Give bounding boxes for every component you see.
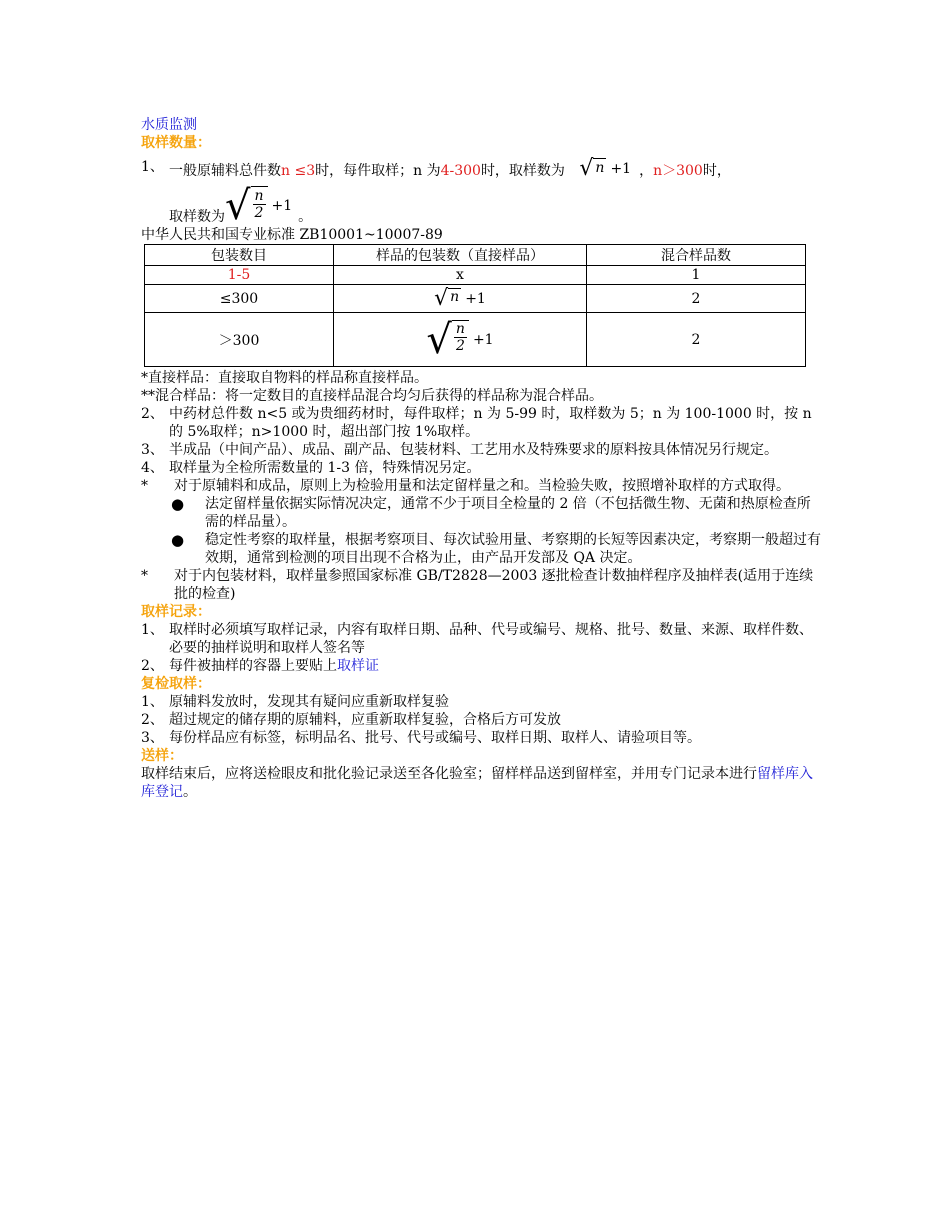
link-sampling-certificate[interactable]: 取样证 <box>337 658 379 674</box>
document-body: 水质监测 取样数量： 1、 一般原辅料总件数n ≤3时，每件取样；n 为4-300时，取样数为 √ n +1 ，n＞300时， 取样数为 √ $\frac{n}{2}$ +1 。 中华人民共和国专业标准 ZB10001~10007-89 包装数目 样品的包装数（直接样品） 混合样品数 1-5 x 1 ≤300 √ n +1 2 ＞300 √ $\frac{n}{2}$ +1 2 *直接样品：直接取自物料的样品称直接样品。 **混合样品：将一定数目的直接样品混合均匀后获得的样品称为混合样品。 2、 中药材总件数 n<5 或为贵细药材时，每件取样；n 为 5-99 时，取样数为 5；n 为 100-1000 时，按 n 的 5%取样；n>1000 时，超出部门按 1%取样。 3、 半成品（中间产品）、成品、副产品、包装材料、工艺用水及特殊要求的原料按具体情况另行规定。 4、 取样量为全检所需数量的 1-3 倍，特殊情况另定。 * 对于原辅料和成品，原则上为检验用量和法定留样量之和。当检验失败，按照增补取样的方式取得。 ● 法定留样量依据实际情况决定，通常不少于项目全检量的 2 倍（不包括微生物、无菌和热原检查所需的样品量）。 ● 稳定性考察的取样量，根据考察项目、每次试验用量、考察期的长短等因素决定，考察期一般超过有效期，通常到检测的项目出现不合格为止，由产品开发部及 QA 决定。 * 对于内包装材料，取样量参照国家标准 GB/T2828—2003 逐批检查计数抽样程序及抽样表(适用于连续批的检查) 取样记录： 1、 取样时必须填写取样记录，内容有取样日期、品种、代号或编号、规格、批号、数量、来源、取样件数、必要的抽样说明和取样人签名等 2、 每件被抽样的容器上要贴上取样证 复检取样： 1、 原辅料发放时，发现其有疑问应重新取样复验 2、 超过规定的储存期的原辅料，应重新取样复验，合格后方可发放 3、 每份样品应有标签，标明品名、批号、代号或编号、取样日期、取样人、请验项目等。 送样： 取样结束后，应将送检眼皮和批化验记录送至各化验室；留样样品送到留样室，并用专门记录本进行留样库入库登记。 <box>141 117 821 800</box>
table-row: ＞300 √ $\frac{n}{2}$ +1 2 <box>145 313 806 367</box>
table-header-row <box>145 245 806 266</box>
formula-sqrt-n-plus-1: √ n +1 <box>579 156 632 181</box>
header-package-count: 包装数目 <box>145 245 334 266</box>
sampling-table <box>144 244 806 367</box>
table-row: 1-5 x 1 <box>145 266 806 285</box>
formula-sqrt-n-over-2-plus-1: √ $\frac{n}{2}$ +1 <box>225 183 293 229</box>
star-note-2: * 对于内包装材料，取样量参照国家标准 GB/T2828—2003 逐批检查计数抽样程序及抽样表(适用于连续批的检查) <box>141 568 814 602</box>
record-item-2: 2、 每件被抽样的容器上要贴上取样证 <box>141 658 379 674</box>
bullet-item-1: ● 法定留样量依据实际情况决定，通常不少于项目全检量的 2 倍（不包括微生物、无菌和热原检查所需的样品量）。 <box>171 495 811 530</box>
item-2: 2、 中药材总件数 n<5 或为贵细药材时，每件取样；n 为 5-99 时，取样数为 5；n 为 100-1000 时，按 n 的 5%取样；n>1000 时，超出部门按 1%取样。 <box>141 406 812 440</box>
item-4: 4、 取样量为全检所需数量的 1-3 倍，特殊情况另定。 <box>141 460 481 476</box>
recheck-item-1: 1、 原辅料发放时，发现其有疑问应重新取样复验 <box>141 694 449 710</box>
standard-reference: 中华人民共和国专业标准 ZB10001~10007-89 <box>141 227 443 243</box>
table-row: ≤300 √ n +1 2 <box>145 285 806 313</box>
heading-sampling-quantity: 取样数量： <box>141 135 211 151</box>
link-water-quality[interactable]: 水质监测 <box>141 117 197 133</box>
link-retention-registration[interactable]: 留样库入库登记 <box>141 766 813 800</box>
record-item-1: 1、 取样时必须填写取样记录，内容有取样日期、品种、代号或编号、规格、批号、数量、来源、取样件数、必要的抽样说明和取样人签名等 <box>141 622 813 656</box>
heading-recheck: 复检取样： <box>141 676 211 692</box>
note-mixed-sample: **混合样品：将一定数目的直接样品混合均匀后获得的样品称为混合样品。 <box>141 388 603 404</box>
heading-sampling-record: 取样记录： <box>141 604 211 620</box>
bullet-item-2: ● 稳定性考察的取样量，根据考察项目、每次试验用量、考察期的长短等因素决定，考察期一般超过有效期，通常到检测的项目出现不合格为止，由产品开发部及 QA 决定。 <box>171 531 821 566</box>
star-note-1: * 对于原辅料和成品，原则上为检验用量和法定留样量之和。当检验失败，按照增补取样的方式取得。 <box>141 478 790 494</box>
recheck-item-3: 3、 每份样品应有标签，标明品名、批号、代号或编号、取样日期、取样人、请验项目等。 <box>141 730 701 746</box>
header-direct-sample: 样品的包装数（直接样品） <box>334 245 587 266</box>
n-le-3: n ≤3 <box>281 163 316 179</box>
item-3: 3、 半成品（中间产品）、成品、副产品、包装材料、工艺用水及特殊要求的原料按具体情况另行规定。 <box>141 442 778 458</box>
note-direct-sample: *直接样品：直接取自物料的样品称直接样品。 <box>141 370 428 386</box>
header-mixed-sample: 混合样品数 <box>587 245 806 266</box>
heading-send-sample: 送样： <box>141 748 183 764</box>
recheck-item-2: 2、 超过规定的储存期的原辅料，应重新取样复验，合格后方可发放 <box>141 712 561 728</box>
item-1: 1、 一般原辅料总件数n ≤3时，每件取样；n 为4-300时，取样数为 √ n +1 ，n＞300时， <box>141 156 731 181</box>
send-paragraph: 取样结束后，应将送检眼皮和批化验记录送至各化验室；留样样品送到留样室，并用专门记录本进行留样库入库登记。 <box>141 766 813 800</box>
